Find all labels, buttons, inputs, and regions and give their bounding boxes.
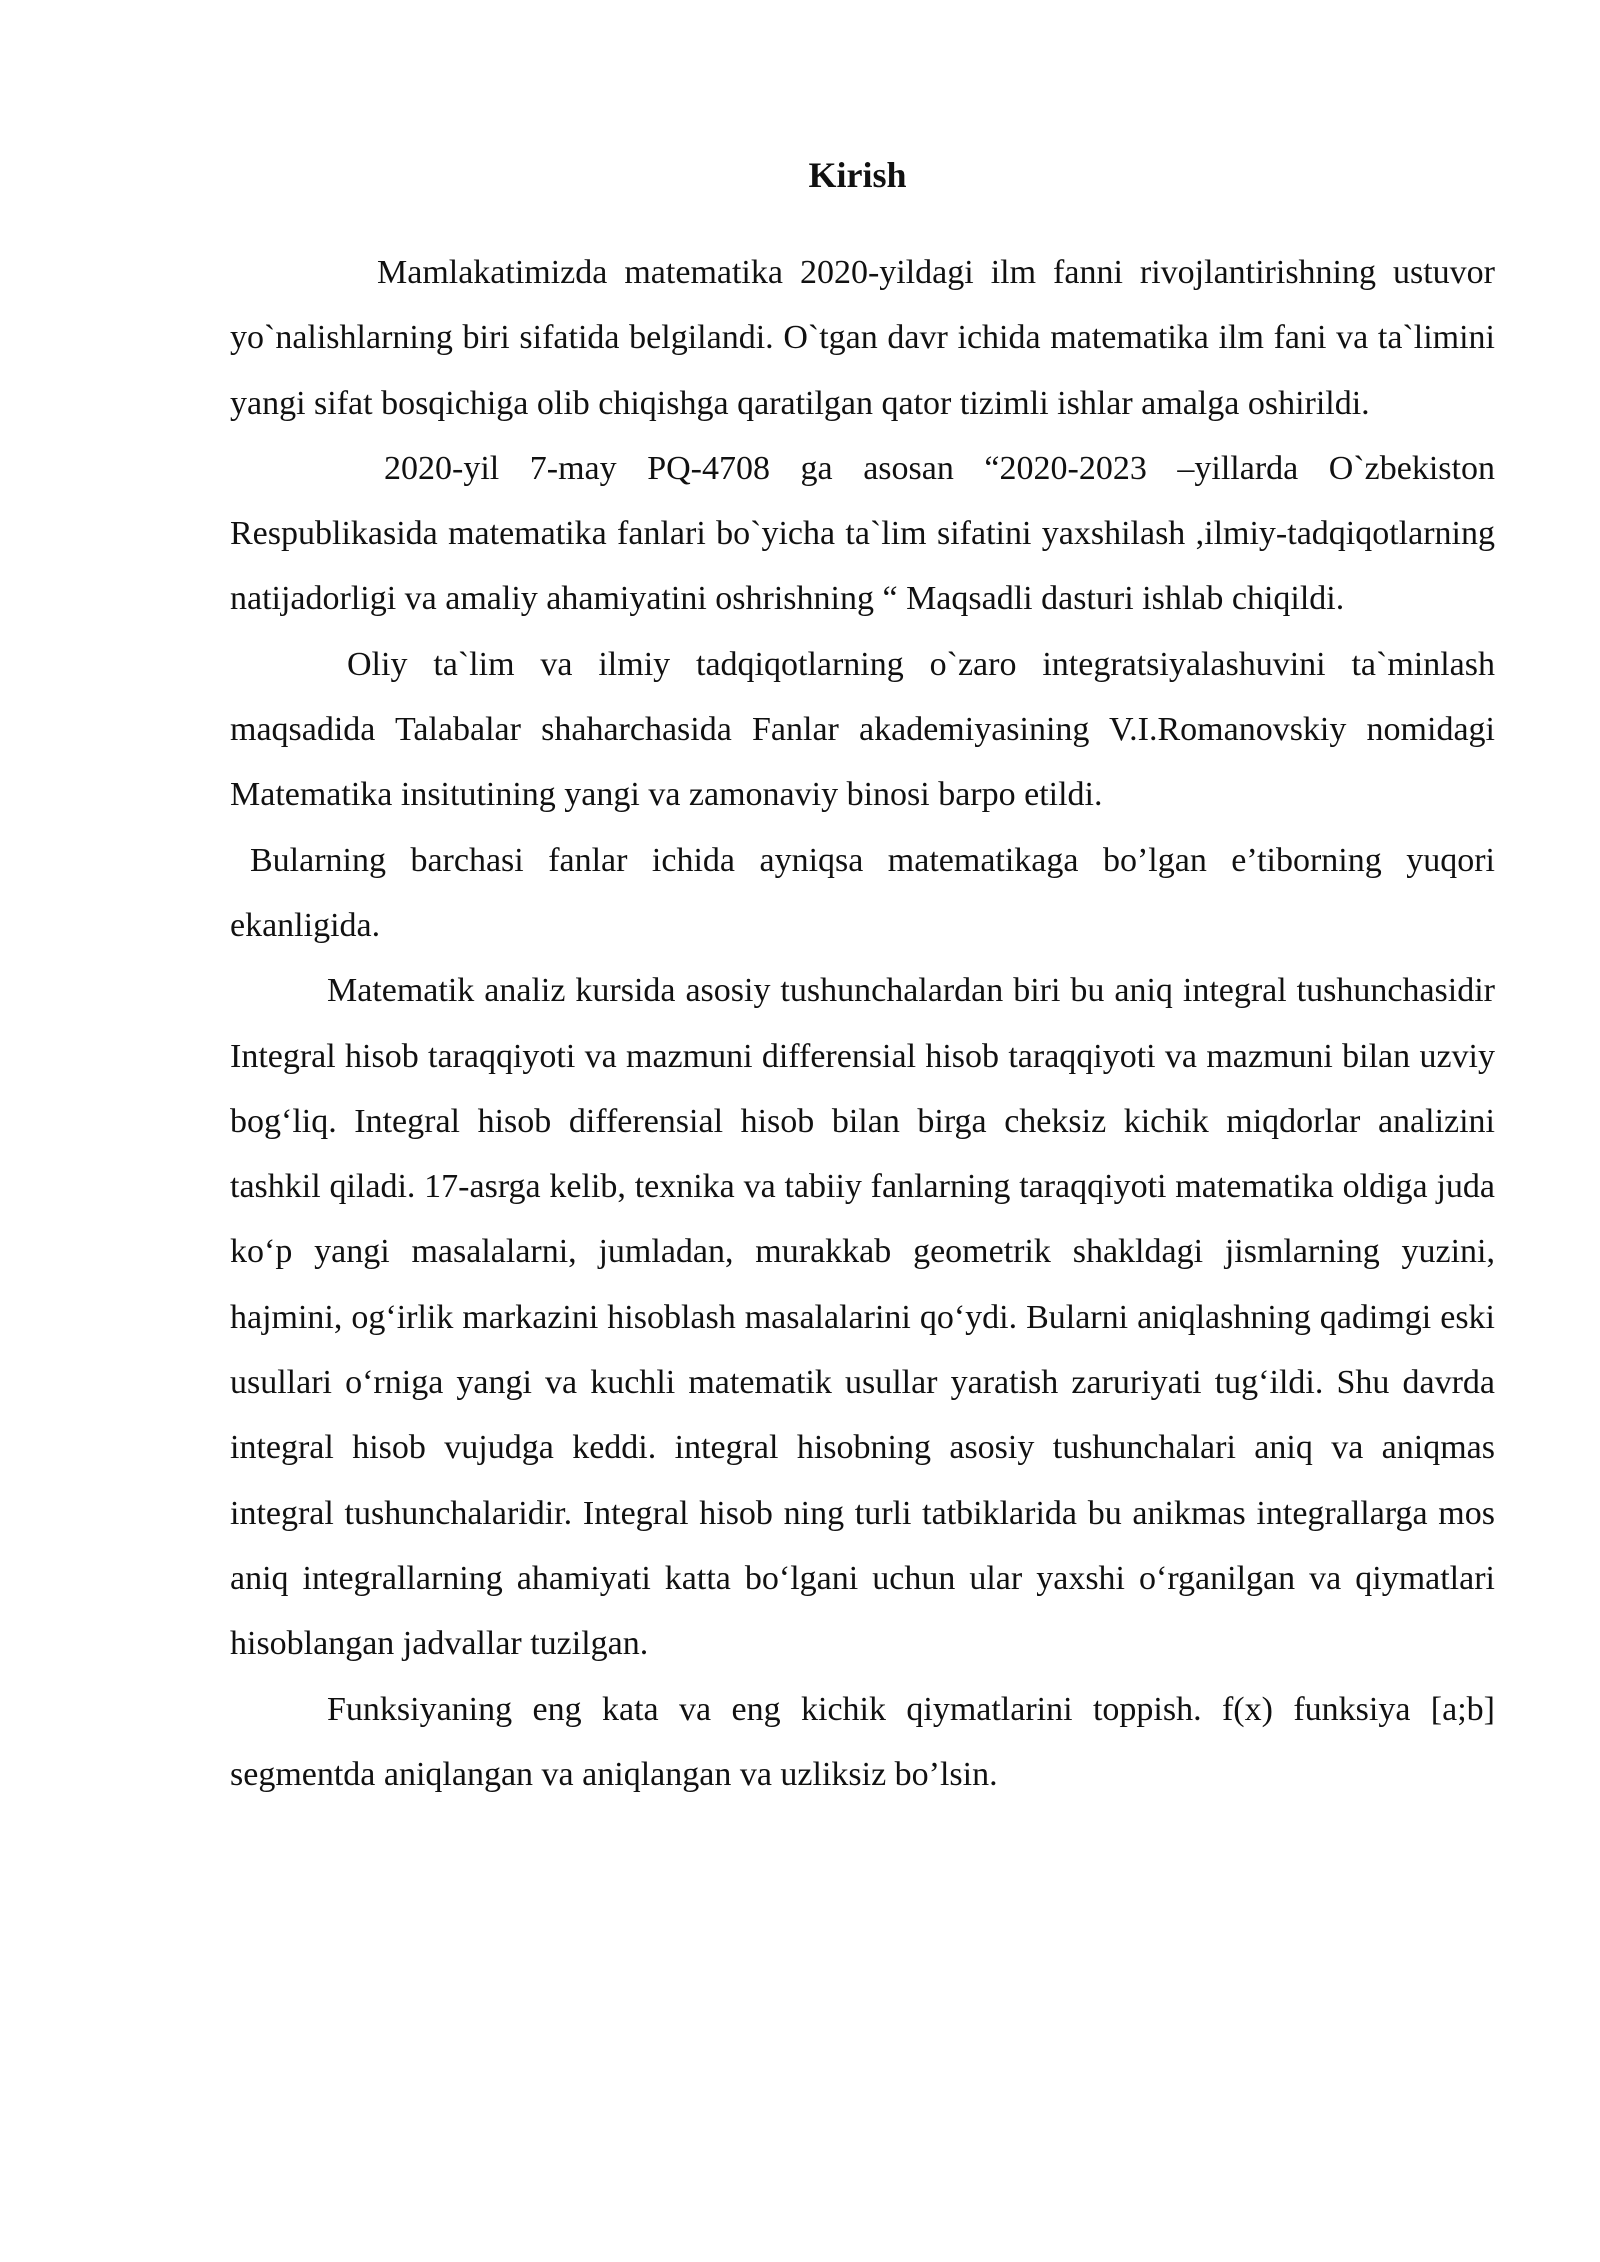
paragraph-2: 2020-yil 7-may PQ-4708 ga asosan “2020-2023 –yillarda O`zbekiston Respublikasida matematika fanlari bo`yicha ta`lim sifatini yaxshilash ,ilmiy-tadqiqotlarning natijadorligi va amaliy ahamiyatini oshrishning “ Maqsadli dasturi ishlab chiqildi. (230, 449, 1495, 618)
paragraph-1: Mamlakatimizda matematika 2020-yildagi ilm fanni rivojlantirishning ustuvor yo`nalishlarning biri sifatida belgilandi. O`tgan davr ichida matematika ilm fani va ta`limini yangi sifat bosqichiga olib chiqishga qaratilgan qator tizimli ishlar amalga oshirildi. (230, 254, 1495, 422)
paragraph-4: Bularning barchasi fanlar ichida ayniqsa matematikaga bo’lgan e’tiborning yuqori ekanligida. (230, 841, 1495, 944)
paragraph-3: Oliy ta`lim va ilmiy tadqiqotlarning o`zaro integratsiyalashuvini ta`minlash maqsadida Talabalar shaharchasida Fanlar akademiyasining V.I.Romanovskiy nomidagi Matematika insitutining yangi va zamonaviy binosi barpo etildi. (230, 645, 1495, 814)
paragraph-6: Funksiyaning eng kata va eng kichik qiymatlarini toppish. f(x) funksiya [a;b] segmentda aniqlangan va aniqlangan va uzliksiz bo’lsin. (230, 1690, 1495, 1793)
paragraph-5: Matematik analiz kursida asosiy tushunchalardan biri bu aniq integral tushunchasidir Integral hisob taraqqiyoti va mazmuni differensial hisob taraqqiyoti va mazmuni bilan uzviy bog‘liq. Integral hisob differensial hisob bilan birga cheksiz kichik miqdorlar analizini tashkil qiladi. 17-asrga kelib, texnika va tabiiy fanlarning taraqqiyoti matematika oldiga juda ko‘p yangi masalalarni, jumladan, murakkab geometrik shakldagi jismlarning yuzini, hajmini, og‘irlik markazini hisoblash masalalarini qo‘ydi. Bularni aniqlashning qadimgi eski usullari o‘rniga yangi va kuchli matematik usullar yaratish zaruriyati tug‘ildi. Shu davrda integral hisob vujudga keddi. integral hisobning asosiy tushunchalari aniq va aniqmas integral tushunchalaridir. Integral hisob ning turli tatbiklarida bu anikmas integrallarga mos aniq integrallarning ahamiyati katta bo‘lgani uchun ular yaxshi o‘rganilgan va qiymatlari hisoblangan jadvallar tuzilgan. (230, 972, 1495, 1663)
document-body (230, 240, 1495, 1807)
page-title: Kirish (808, 155, 907, 195)
